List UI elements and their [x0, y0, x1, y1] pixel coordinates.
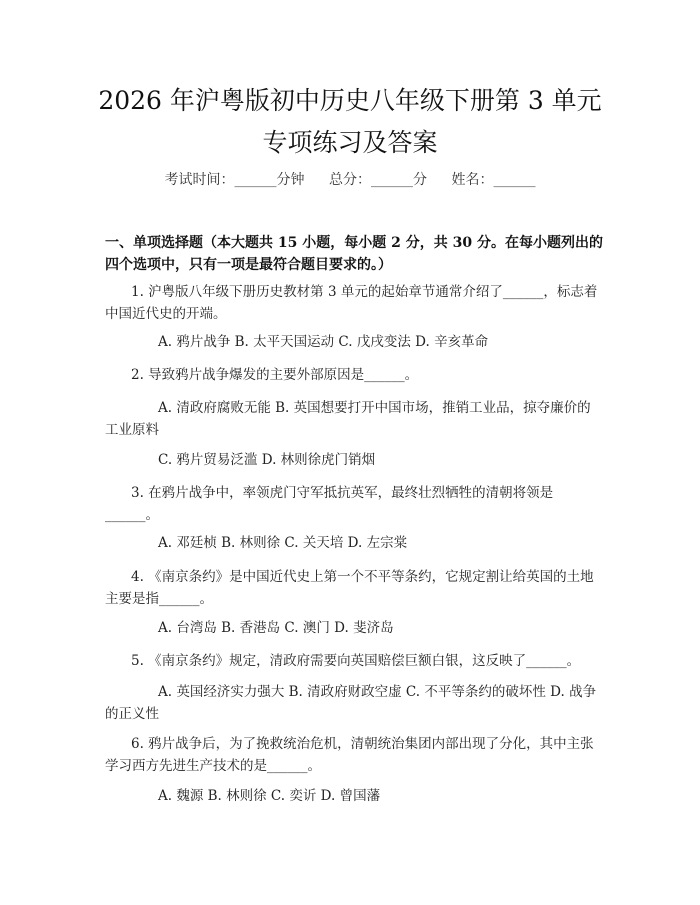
exam-total-score: 总分：______分	[329, 172, 427, 188]
title-line-1: 2026 年沪粤版初中历史八年级下册第 3 单元	[98, 86, 602, 115]
question-3: 3. 在鸦片战争中，率领虎门守军抵抗英军，最终壮烈牺牲的清朝将领是______。	[105, 485, 554, 523]
question-3-options: A. 邓廷桢 B. 林则徐 C. 关天培 D. 左宗棠	[158, 535, 408, 551]
exam-student-name: 姓名：______	[451, 172, 536, 188]
question-4: 4. 《南京条约》是中国近代史上第一个不平等条约，它规定割让给英国的土地主要是指______。	[105, 569, 594, 607]
question-6-options: A. 魏源 B. 林则徐 C. 奕䜣 D. 曾国藩	[158, 788, 381, 804]
section-heading: 一、单项选择题（本大题共 15 小题，每小题 2 分，共 30 分。在每小题列出的四个选项中，只有一项是最符合题目要求的。）	[105, 235, 603, 273]
exam-meta	[0, 169, 700, 189]
question-2: 2. 导致鸦片战争爆发的主要外部原因是______。	[131, 367, 419, 383]
question-1: 1. 沪粤版八年级下册历史教材第 3 单元的起始章节通常介绍了______，标志着中国近代史的开端。	[105, 284, 598, 322]
question-5-options: A. 英国经济实力强大 B. 清政府财政空虚 C. 不平等条约的破坏性 D. 战争的正义性	[105, 684, 597, 722]
question-2-options-line-1: A. 清政府腐败无能 B. 英国想要打开中国市场，推销工业品，掠夺廉价的工业原料	[105, 400, 591, 438]
question-6: 6. 鸦片战争后，为了挽救统治危机，清朝统治集团内部出现了分化，其中主张学习西方先进生产技术的是______。	[105, 736, 594, 774]
document-title	[60, 80, 640, 164]
title-line-2: 专项练习及答案	[262, 128, 438, 157]
exam-time: 考试时间：______分钟	[164, 172, 305, 188]
question-1-options: A. 鸦片战争 B. 太平天国运动 C. 戊戌变法 D. 辛亥革命	[158, 334, 489, 350]
question-2-options-line-2: C. 鸦片贸易泛滥 D. 林则徐虎门销烟	[158, 452, 376, 468]
question-4-options: A. 台湾岛 B. 香港岛 C. 澳门 D. 斐济岛	[158, 620, 394, 636]
question-5: 5. 《南京条约》规定，清政府需要向英国赔偿巨额白银，这反映了______。	[131, 653, 581, 669]
